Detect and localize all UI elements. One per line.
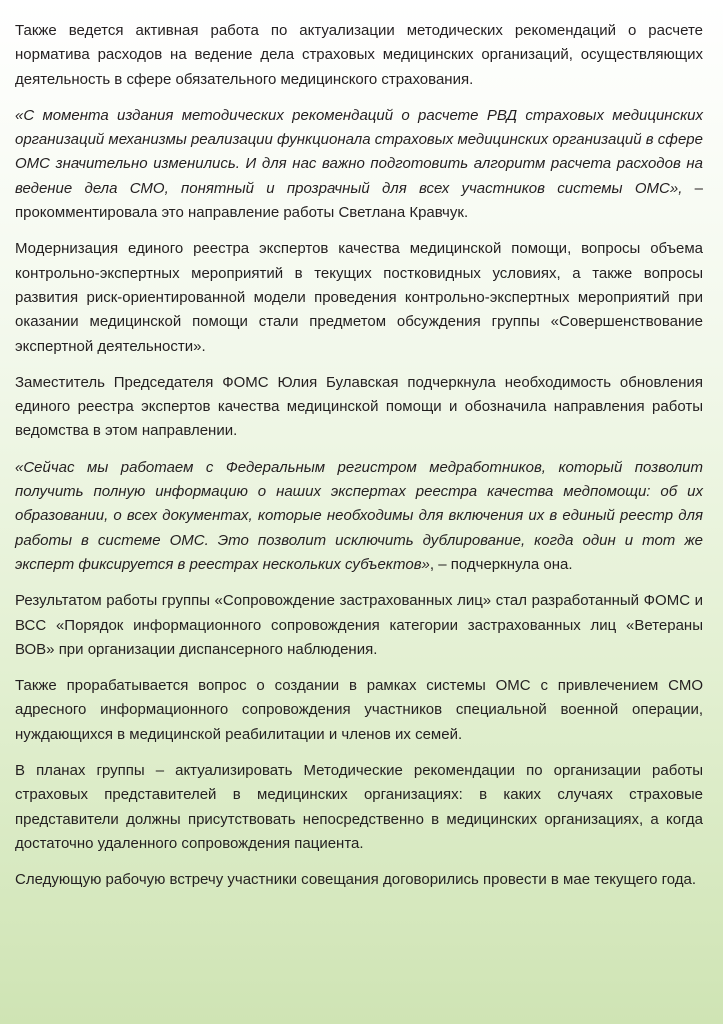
- paragraph-group-plans: В планах группы – актуализировать Методические рекомендации по организации работы страховых представителей в медицинских организациях: в каких случаях страховые представители должны присутствовать непосредственно в медицинских организациях, а когда достаточно удаленного сопровождения пациента.: [15, 762, 703, 852]
- paragraph-svo-support: Также прорабатывается вопрос о создании в рамках системы ОМС с привлечением СМО адресного информационного сопровождения участников специальной военной операции, нуждающихся в медицинской реабилитации и членов их семей.: [15, 677, 703, 743]
- quote-text: «Сейчас мы работаем с Федеральным регистром медработников, который позволит получить полную информацию о наших экспертах реестра качества медпомощи: об их образовании, о всех документах, которые необходимы для включения их в единый реестр для работы в системе ОМС. Это позволит исключить дублирование, когда один и тот же эксперт фиксируется в реестрах нескольких субъектов»: [15, 458, 703, 573]
- paragraph-methodology-update: Также ведется активная работа по актуализации методических рекомендаций о расчете норматива расходов на ведение дела страховых медицинских организаций, осуществляющих деятельность в сфере обязательного медицинского страхования.: [15, 22, 703, 88]
- quote-attribution: , – подчеркнула она.: [429, 555, 573, 573]
- quote-text: «С момента издания методических рекомендаций о расчете РВД страховых медицинских организаций механизмы реализации функционала страховых медицинских организаций в сфере ОМС значительно изменились. И для нас важно подготовить алгоритм расчета расходов на ведение дела СМО, понятный и прозрачный для всех участников системы ОМС»,: [15, 106, 703, 197]
- quote-attribution: – прокомментировала это направление работы Светлана Кравчук.: [15, 179, 703, 222]
- paragraph-expert-registry: Модернизация единого реестра экспертов качества медицинской помощи, вопросы объема контрольно-экспертных мероприятий в текущих постковидных условиях, а также вопросы развития риск-ориентированной модели проведения контрольно-экспертных мероприятий при оказании медицинской помощи стали предметом обсуждения группы «Совершенствование экспертной деятельности».: [15, 240, 703, 355]
- paragraph-insured-support: Результатом работы группы «Сопровождение застрахованных лиц» стал разработанный ФОМС и ВСС «Порядок информационного сопровождения категории застрахованных лиц «Ветераны ВОВ» при организации диспансерного наблюдения.: [15, 592, 703, 658]
- paragraph-bulavskaya-quote: [15, 456, 703, 577]
- paragraph-bulavskaya: Заместитель Председателя ФОМС Юлия Булавская подчеркнула необходимость обновления единого реестра экспертов качества медицинской помощи и обозначила направления работы ведомства в этом направлении.: [15, 373, 703, 440]
- paragraph-next-meeting: Следующую рабочую встречу участники совещания договорились провести в мае текущего года.: [15, 871, 697, 889]
- paragraph-kravchuk-quote: [15, 104, 703, 225]
